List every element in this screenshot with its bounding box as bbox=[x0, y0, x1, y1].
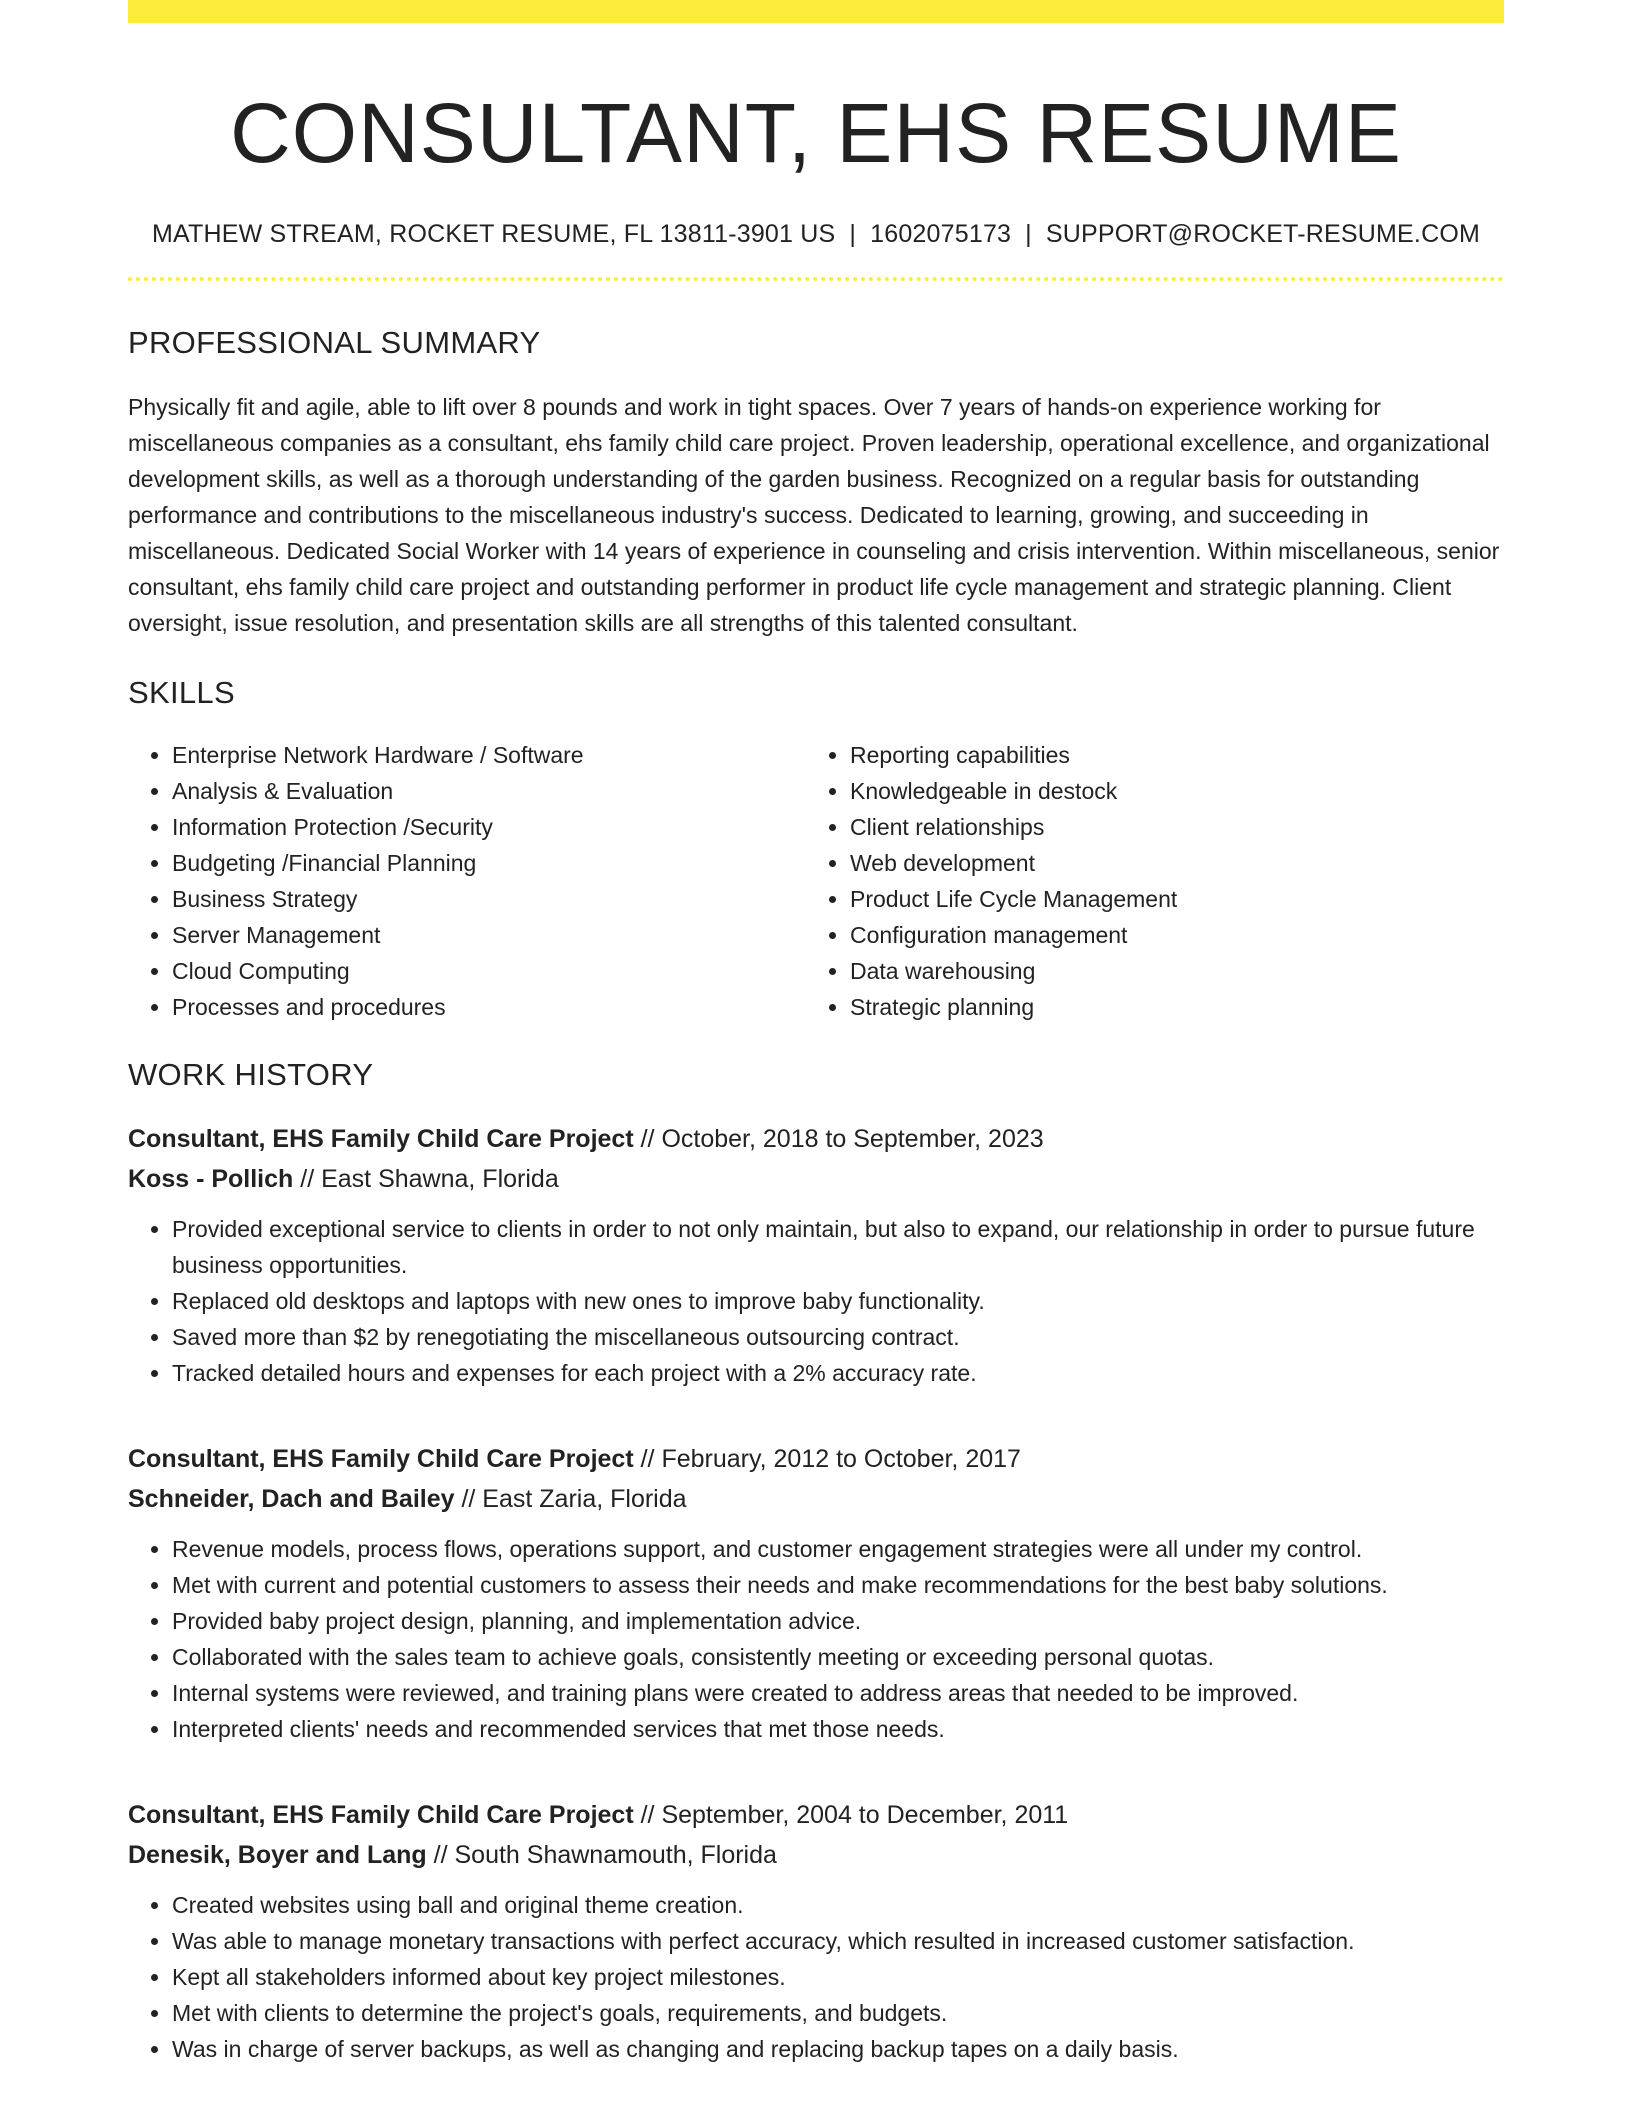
skill-item: • Product Life Cycle Management bbox=[850, 881, 1470, 917]
job-title-line bbox=[128, 1119, 1504, 1159]
skills-column-left bbox=[128, 737, 806, 1025]
skill-item: • Strategic planning bbox=[850, 989, 1470, 1025]
job-bullet: • Saved more than $2 by renegotiating the miscellaneous outsourcing contract. bbox=[172, 1319, 1504, 1355]
dotted-divider bbox=[128, 277, 1504, 281]
skills-list bbox=[128, 737, 1504, 1025]
job-bullet: • Provided baby project design, planning, and implementation advice. bbox=[172, 1603, 1504, 1639]
summary-heading: PROFESSIONAL SUMMARY bbox=[128, 324, 541, 360]
job-title-line bbox=[128, 1439, 1504, 1479]
job-bullet: • Provided exceptional service to clients in order to not only maintain, but also to expand, our relationship in order to pursue future business opportunities. bbox=[172, 1211, 1504, 1283]
summary-text: Physically fit and agile, able to lift over 8 pounds and work in tight spaces. Over 7 years of hands-on experience working for miscellaneous companies as a consultant, ehs family child care project. Proven leadership, operational excellence, and organizational development skills, as well as a thorough understanding of the garden business. Recognized on a regular basis for outstanding performance and contributions to the miscellaneous industry's success. Dedicated to learning, growing, and succeeding in miscellaneous. Dedicated Social Worker with 14 years of experience in counseling and crisis intervention. Within miscellaneous, senior consultant, ehs family child care project and outstanding performer in product life cycle management and strategic planning. Client oversight, issue resolution, and presentation skills are all strengths of this talented consultant. bbox=[128, 393, 1500, 636]
job-dates: // September, 2004 to December, 2011 bbox=[640, 1800, 1069, 1829]
job-bullet: • Met with current and potential customers to assess their needs and make recommendations for the best baby solutions. bbox=[172, 1567, 1504, 1603]
job-company-line bbox=[128, 1479, 1504, 1519]
work-history-heading: WORK HISTORY bbox=[128, 1056, 374, 1092]
job-entry bbox=[128, 1795, 1504, 2067]
job-bullet: • Internal systems were reviewed, and training plans were created to address areas that needed to be improved. bbox=[172, 1675, 1504, 1711]
job-bullets bbox=[128, 1211, 1504, 1391]
skills-heading: SKILLS bbox=[128, 674, 235, 710]
contact-phone: 1602075173 bbox=[870, 219, 1012, 248]
resume-page bbox=[128, 0, 1504, 2067]
skill-item: • Budgeting /Financial Planning bbox=[172, 845, 806, 881]
job-bullet: • Was in charge of server backups, as well as changing and replacing backup tapes on a daily basis. bbox=[172, 2031, 1504, 2067]
job-dates: // October, 2018 to September, 2023 bbox=[640, 1124, 1044, 1153]
skill-item: • Data warehousing bbox=[850, 953, 1470, 989]
skill-item: • Processes and procedures bbox=[172, 989, 806, 1025]
contact-email: SUPPORT@ROCKET-RESUME.COM bbox=[1045, 219, 1481, 248]
contact-separator: | bbox=[849, 219, 857, 248]
accent-bar bbox=[128, 0, 1504, 23]
job-bullet: • Met with clients to determine the project's goals, requirements, and budgets. bbox=[172, 1995, 1504, 2031]
job-company: Denesik, Boyer and Lang bbox=[128, 1840, 427, 1869]
job-title: Consultant, EHS Family Child Care Project bbox=[128, 1800, 634, 1829]
skills-column-right bbox=[806, 737, 1470, 1025]
resume-title: CONSULTANT, EHS RESUME bbox=[230, 86, 1402, 180]
job-company-line bbox=[128, 1159, 1504, 1199]
skill-item: • Web development bbox=[850, 845, 1470, 881]
job-bullet: • Was able to manage monetary transactions with perfect accuracy, which resulted in increased customer satisfaction. bbox=[172, 1923, 1504, 1959]
job-location: // South Shawnamouth, Florida bbox=[433, 1840, 777, 1869]
job-title: Consultant, EHS Family Child Care Project bbox=[128, 1444, 634, 1473]
job-bullets bbox=[128, 1887, 1504, 2067]
job-bullet: • Replaced old desktops and laptops with new ones to improve baby functionality. bbox=[172, 1283, 1504, 1319]
job-bullet: • Revenue models, process flows, operations support, and customer engagement strategies were all under my control. bbox=[172, 1531, 1504, 1567]
job-bullet: • Interpreted clients' needs and recommended services that met those needs. bbox=[172, 1711, 1504, 1747]
job-location: // East Zaria, Florida bbox=[461, 1484, 687, 1513]
job-bullet: • Kept all stakeholders informed about key project milestones. bbox=[172, 1959, 1504, 1995]
job-entry bbox=[128, 1119, 1504, 1391]
skill-item: • Knowledgeable in destock bbox=[850, 773, 1470, 809]
job-dates: // February, 2012 to October, 2017 bbox=[640, 1444, 1021, 1473]
job-location: // East Shawna, Florida bbox=[300, 1164, 559, 1193]
job-title-line bbox=[128, 1795, 1504, 1835]
contact-separator: | bbox=[1025, 219, 1032, 248]
job-company: Koss - Pollich bbox=[128, 1164, 294, 1193]
skill-item: • Reporting capabilities bbox=[850, 737, 1470, 773]
job-company-line bbox=[128, 1835, 1504, 1875]
job-bullet: • Collaborated with the sales team to achieve goals, consistently meeting or exceeding personal quotas. bbox=[172, 1639, 1504, 1675]
job-title: Consultant, EHS Family Child Care Project bbox=[128, 1124, 634, 1153]
contact-line bbox=[128, 220, 1504, 249]
skill-item: • Configuration management bbox=[850, 917, 1470, 953]
job-bullets bbox=[128, 1531, 1504, 1747]
skill-item: • Server Management bbox=[172, 917, 806, 953]
skill-item: • Information Protection /Security bbox=[172, 809, 806, 845]
skill-item: • Client relationships bbox=[850, 809, 1470, 845]
skill-item: • Business Strategy bbox=[172, 881, 806, 917]
skill-item: • Cloud Computing bbox=[172, 953, 806, 989]
job-entry bbox=[128, 1439, 1504, 1747]
job-bullet: • Tracked detailed hours and expenses for each project with a 2% accuracy rate. bbox=[172, 1355, 1504, 1391]
skill-item: • Enterprise Network Hardware / Software bbox=[172, 737, 806, 773]
skill-item: • Analysis & Evaluation bbox=[172, 773, 806, 809]
job-bullet: • Created websites using ball and original theme creation. bbox=[172, 1887, 1504, 1923]
contact-address: MATHEW STREAM, ROCKET RESUME, FL 13811-3901 US bbox=[151, 219, 836, 248]
job-company: Schneider, Dach and Bailey bbox=[128, 1484, 455, 1513]
